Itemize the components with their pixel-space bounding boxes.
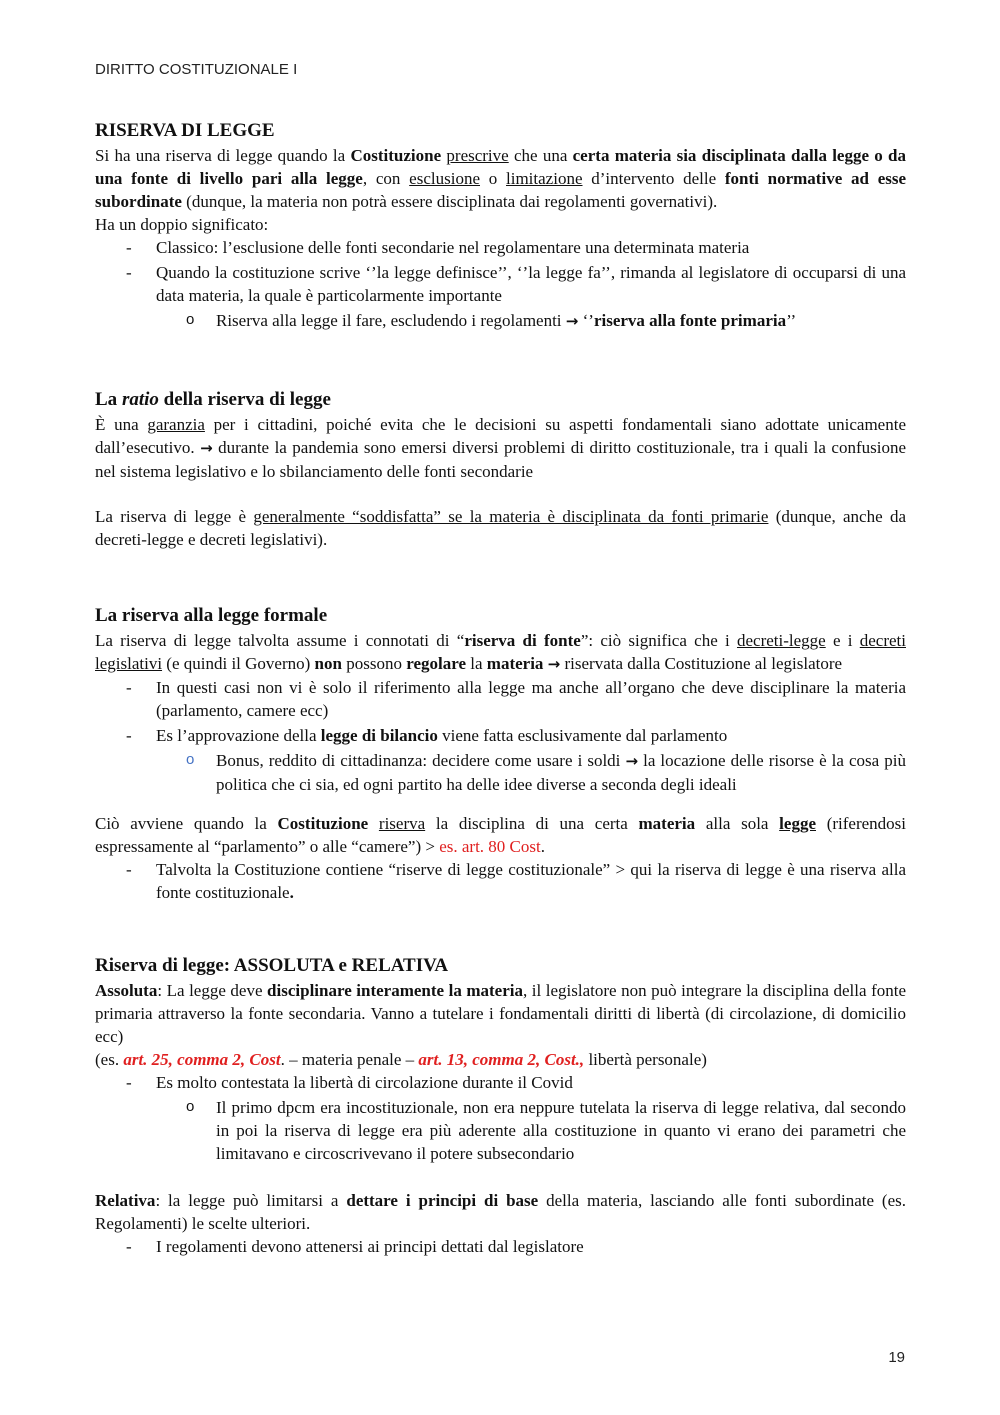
section-title-ratio: La ratio della riserva di legge (95, 389, 331, 410)
paragraph-guarantee: È una garanzia per i cittadini, poiché evita che le decisioni su aspetti fondamentali siano adottate unicamente dall’esecutivo. → durante la pandemia sono emersi diversi problemi di diritto costituzionale, tra i quali la confusione nel sistema legislativo e lo sbilanciamento delle fonti secondarie (95, 415, 906, 481)
paragraph-costituzione-riserva: Ciò avviene quando la Costituzione riserva la disciplina di una certa materia alla sola legge (riferendosi espressamente al “parlamento” o alle “camere”) > es. art. 80 Cost. (95, 814, 906, 856)
arrow-right-icon: → (547, 655, 561, 673)
list-item: - I regolamenti devono attenersi ai principi dettati dal legislatore (95, 1235, 906, 1258)
paragraph-relativa: Relativa: la legge può limitarsi a dettare i principi di base della materia, lasciando alle fonti subordinate (es. Regolamenti) le scelte ulteriori. (95, 1191, 907, 1233)
list-legge-formale (95, 676, 906, 747)
running-header: DIRITTO COSTITUZIONALE I (95, 61, 298, 78)
article-reference: art. 25, comma 2, Cost (123, 1050, 281, 1069)
arrow-right-icon: → (200, 439, 213, 457)
paragraph-definition: Si ha una riserva di legge quando la Costituzione prescrive che una certa materia sia disciplinata dalla legge o da una fonte di livello pari alla legge, con esclusione o limitazione d’intervento delle fonti normative ad esse subordinate (dunque, la materia non potrà essere disciplinata dai regolamenti governativi). (95, 146, 907, 211)
list-item: - In questi casi non vi è solo il riferimento alla legge ma anche all’organo che deve disciplinare la materia (parlamento, camere ecc) (95, 676, 906, 722)
sublist-legge-bilancio (95, 749, 906, 796)
list-item: - Es molto contestata la libertà di circolazione durante il Covid (95, 1071, 906, 1094)
section-title-riserva-di-legge: RISERVA DI LEGGE (95, 120, 275, 141)
list-item: o Il primo dpcm era incostituzionale, non era neppure tutelata la riserva di legge relativa, dal secondo in poi la riserva di legge era più aderente alla costituzione in quanto vi erano dei parametri che limitavano e circoscrivevano il potere subsecondario (95, 1096, 906, 1165)
arrow-right-icon: → (565, 312, 579, 330)
paragraph-riserva-di-fonte: La riserva di legge talvolta assume i connotati di “riserva di fonte”: ciò significa che i decreti-legge e i decreti legislativi (e quindi il Governo) non possono regolare la materia → riservata dalla Costituzione al legislatore (95, 631, 906, 673)
paragraph-examples: (es. art. 25, comma 2, Cost. – materia penale – art. 13, comma 2, Cost., libertà personale) (95, 1050, 707, 1069)
list-item: - Es l’approvazione della legge di bilancio viene fatta esclusivamente dal parlamento (95, 724, 906, 747)
list-item: o Bonus, reddito di cittadinanza: decidere come usare i soldi → la locazione delle risorse è la cosa più politica che ci sia, ed ogni partito ha delle idee diverse a seconda degli ideali (95, 749, 906, 796)
list-item: o Riserva alla legge il fare, escludendo i regolamenti → ‘’riserva alla fonte primaria’’ (95, 309, 906, 333)
section-title-assoluta-relativa: Riserva di legge: ASSOLUTA e RELATIVA (95, 955, 449, 976)
list-meanings (95, 236, 906, 307)
list-covid (95, 1071, 906, 1094)
section-title-legge-formale: La riserva alla legge formale (95, 605, 328, 626)
article-reference: es. art. 80 Cost (439, 837, 541, 856)
list-item: - Classico: l’esclusione delle fonti secondarie nel regolamentare una determinata materia (95, 236, 906, 259)
sublist-dpcm (95, 1096, 906, 1165)
arrow-right-icon: → (625, 752, 639, 770)
paragraph-satisfied: La riserva di legge è generalmente “soddisfatta” se la materia è disciplinata da fonti primarie (dunque, anche da decreti-legge e decreti legislativi). (95, 507, 906, 549)
list-item: - Talvolta la Costituzione contiene “riserve di legge costituzionale” > qui la riserva di legge è una riserva alla fonte costituzionale. (95, 858, 906, 904)
page-number: 19 (888, 1349, 905, 1366)
list-legge-costituzionale (95, 858, 906, 904)
paragraph-double-meaning: Ha un doppio significato: (95, 215, 269, 234)
list-item: - Quando la costituzione scrive ‘’la legge definisce’’, ‘’la legge fa’’, rimanda al legislatore di occuparsi di una data materia, la quale è particolarmente importante (95, 261, 906, 307)
paragraph-assoluta: Assoluta: La legge deve disciplinare interamente la materia, il legislatore non può integrare la disciplina della fonte primaria attraverso la fonte secondaria. Vanno a tutelare i fondamentali diritti di libertà (di circolazione, di domicilio ecc) (95, 981, 907, 1046)
article-reference: art. 13, comma 2, Cost., (418, 1050, 585, 1069)
page-content (95, 118, 906, 1260)
list-regolamenti (95, 1235, 906, 1258)
sublist-meanings (95, 309, 906, 333)
